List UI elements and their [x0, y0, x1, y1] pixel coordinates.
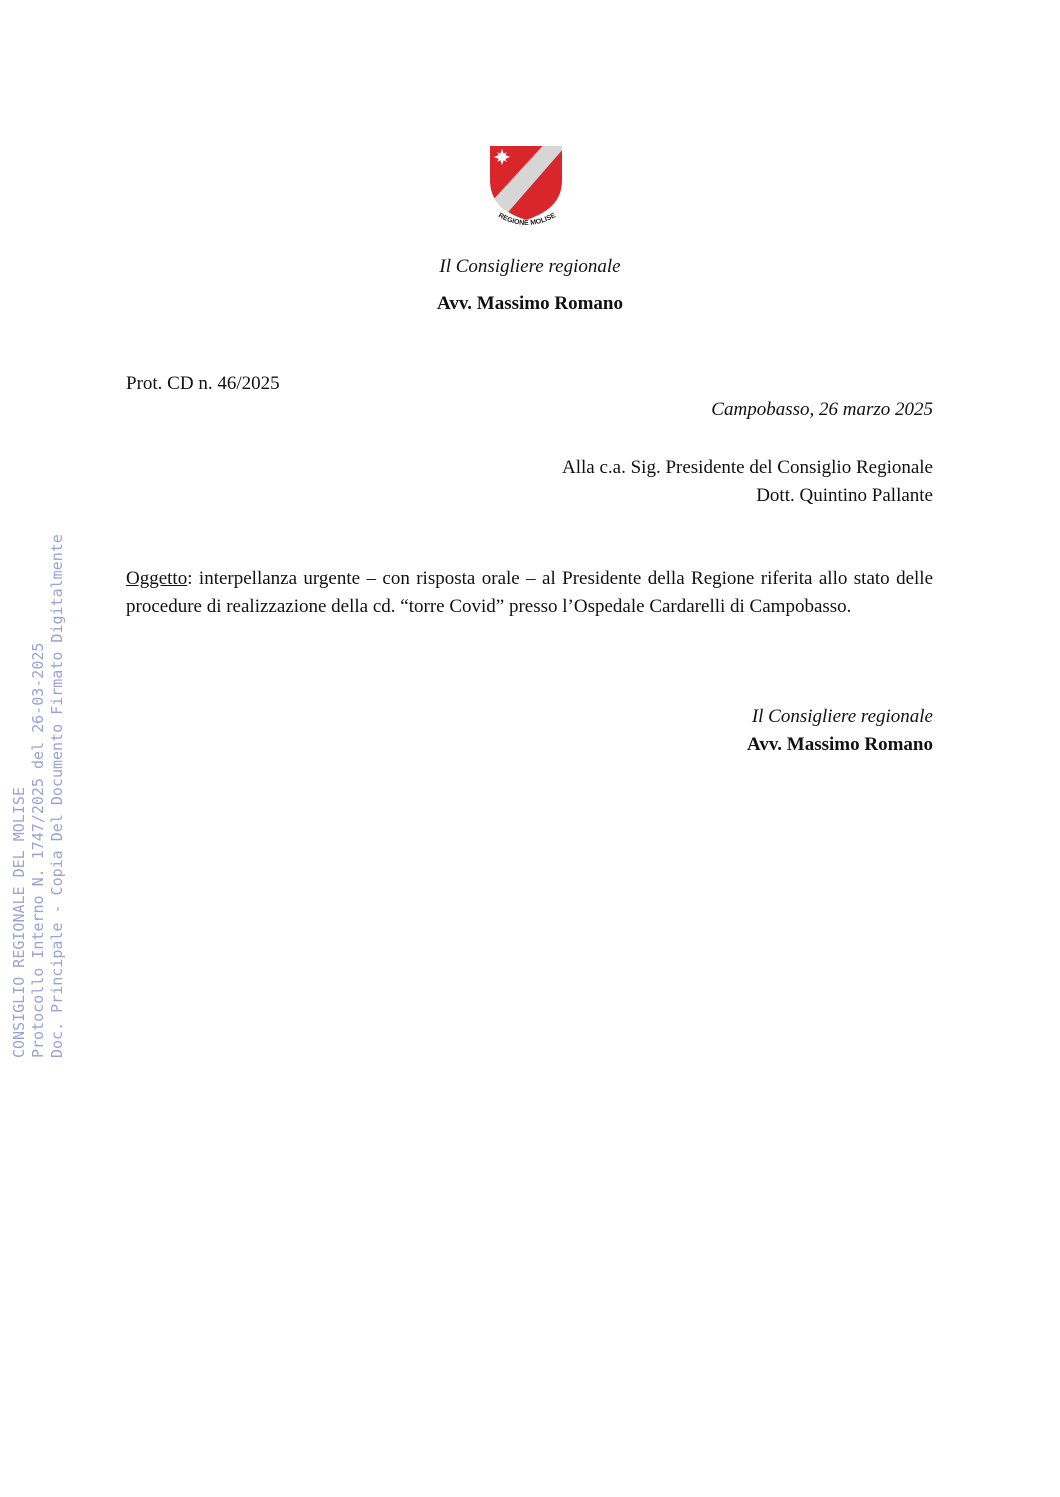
signature-name: Avv. Massimo Romano — [747, 734, 933, 755]
letter-date: Campobasso, 26 marzo 2025 — [711, 399, 933, 420]
recipient-line-2: Dott. Quintino Pallante — [756, 485, 933, 506]
protocol-stamp — [10, 534, 67, 1058]
recipient-block — [562, 454, 933, 510]
logo-caption: REGIONE MOLISE — [497, 212, 557, 228]
regione-molise-logo — [482, 140, 572, 240]
signature-role: Il Consigliere regionale — [751, 706, 933, 727]
subject-label: Oggetto — [126, 568, 188, 589]
stamp-line-3: Doc. Principale - Copia Del Documento Firmato Digitalmente — [48, 534, 66, 1058]
protocol-number: Prot. CD n. 46/2025 — [126, 373, 280, 394]
header-role: Il Consigliere regionale — [439, 256, 621, 277]
header-name: Avv. Massimo Romano — [437, 293, 623, 314]
stamp-line-2: Protocollo Interno N. 1747/2025 del 26-03-2025 — [29, 642, 47, 1058]
stamp-line-1: CONSIGLIO REGIONALE DEL MOLISE — [10, 787, 28, 1058]
signature-block — [747, 703, 933, 759]
recipient-line-1: Alla c.a. Sig. Presidente del Consiglio Regionale — [562, 457, 933, 478]
subject-text: : interpellanza urgente – con risposta orale – al Presidente della Regione riferita allo stato delle procedure di realizzazione della cd. “torre Covid” presso l’Ospedale Cardarelli di Campobasso. — [126, 568, 933, 617]
subject-paragraph — [126, 565, 933, 621]
